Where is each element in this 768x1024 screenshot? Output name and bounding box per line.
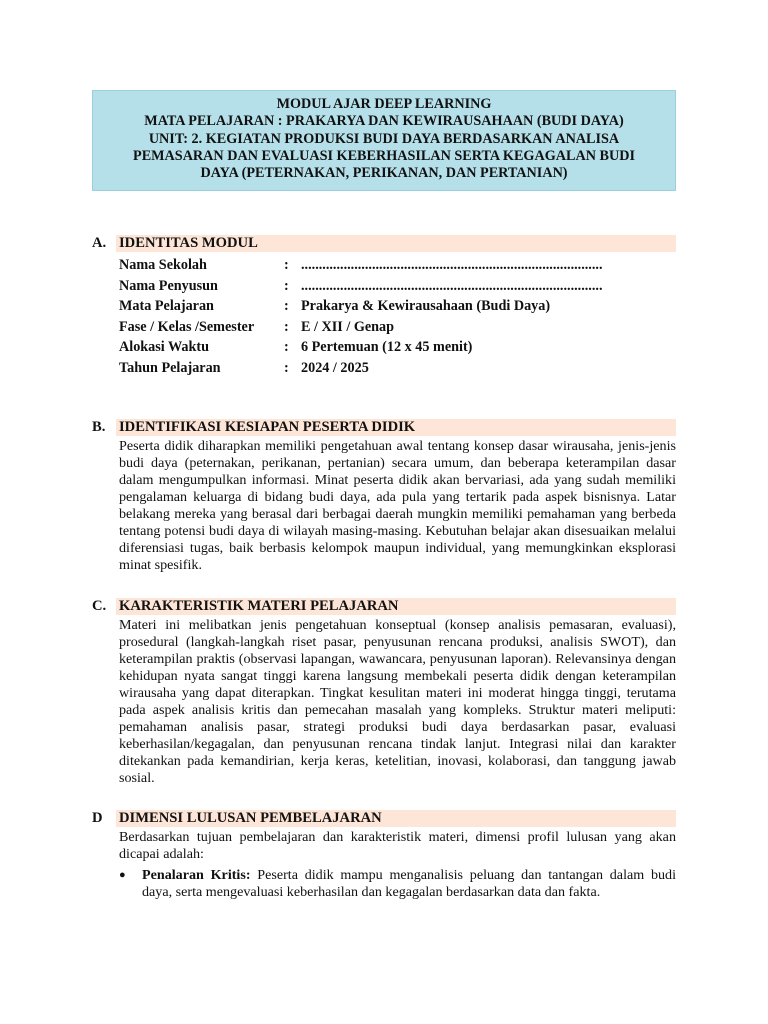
section-letter: B. [92,419,106,435]
title-line-5: DAYA (PETERNAKAN, PERIKANAN, DAN PERTANIAN) [200,165,568,182]
bullet-icon: ● [119,869,126,881]
section-title: KARAKTERISTIK MATERI PELAJARAN [119,598,399,614]
identity-colon: : [284,359,289,376]
identity-colon: : [284,257,289,273]
section-d-heading [92,810,676,827]
bullet-description: Peserta didik mampu menganalisis peluang dan tantangan dalam budi daya, serta mengevaluasi keberhasilan dan kegagalan berdasarkan data dan fakta. [142,867,676,900]
module-title-box [92,90,676,191]
identity-row [119,317,676,338]
readiness-paragraph: Peserta didik diharapkan memiliki pengetahuan awal tentang konsep dasar wirausaha, jenis-jenis budi daya (peternakan, perikanan, pertanian) secara umum, dan beberapa keterampilan dasar dalam mengumpulkan informasi. Minat peserta didik akan bervariasi, ada yang sudah memiliki pengalaman keluarga di bidang budi daya, ada pula yang tertarik pada aspek bisnisnya. Latar belakang mereka yang berasal dari berbagai daerah mungkin memiliki pemahaman yang berbeda tentang potensi budi daya di wilayah masing-masing. Kebutuhan belajar akan disesuaikan melalui diferensiasi tugas, baik berbasis kelompok maupun individual, yang memungkinkan eksplorasi minat spesifik. [119,438,676,573]
section-b-heading [92,419,676,436]
identity-table [119,255,676,379]
identity-label: Nama Sekolah [119,257,207,273]
identity-colon: : [284,277,289,294]
dimension-intro-paragraph: Berdasarkan tujuan pembelajaran dan karakteristik materi, dimensi profil lulusan yang akan dicapai adalah: [119,829,676,862]
title-line-4: PEMASARAN DAN EVALUASI KEBERHASILAN SERTA KEGAGALAN BUDI [133,147,635,164]
identity-row [119,255,676,276]
section-c-heading [92,598,676,615]
section-title: IDENTITAS MODUL [119,235,258,251]
title-line-2: MATA PELAJARAN : PRAKARYA DAN KEWIRAUSAHAAN (BUDI DAYA) [144,113,624,130]
section-letter: D [92,810,103,826]
identity-colon: : [284,339,289,356]
identity-value: 2024 / 2025 [301,359,369,376]
bullet-text [142,867,676,901]
identity-row [119,296,676,317]
identity-row [119,337,676,358]
identity-value: ..................................................................................... [301,277,603,294]
section-letter: A. [92,235,107,251]
identity-colon: : [284,298,289,315]
identity-value: E / XII / Genap [301,318,395,335]
title-line-1: MODUL AJAR DEEP LEARNING [276,96,492,112]
identity-label: Nama Penyusun [119,277,218,294]
title-line-3: UNIT: 2. KEGIATAN PRODUKSI BUDI DAYA BERDASARKAN ANALISA [148,130,620,147]
section-title: DIMENSI LULUSAN PEMBELAJARAN [119,810,382,826]
identity-row [119,358,676,379]
identity-value: Prakarya & Kewirausahaan (Budi Daya) [301,298,551,315]
bullet-term: Penalaran Kritis: [142,867,251,883]
identity-colon: : [284,318,289,335]
identity-label: Mata Pelajaran [119,298,214,315]
section-letter: C. [92,598,107,614]
identity-label: Alokasi Waktu [119,339,210,356]
section-a-heading [92,235,676,252]
identity-label: Tahun Pelajaran [119,359,221,376]
section-title: IDENTIFIKASI KESIAPAN PESERTA DIDIK [119,419,416,435]
identity-row [119,276,676,297]
identity-value: ..................................................................................... [301,257,603,273]
identity-value: 6 Pertemuan (12 x 45 menit) [301,339,473,356]
material-paragraph: Materi ini melibatkan jenis pengetahuan konseptual (konsep analisis pemasaran, evaluasi), prosedural (langkah-langkah riset pasar, penyusunan rencana produksi, analisis SWOT), dan keterampilan praktis (observasi lapangan, wawancara, penyusunan laporan). Relevansinya dengan kehidupan nyata sangat tinggi karena langsung membekali peserta didik dengan keterampilan wirausaha yang dapat diterapkan. Tingkat kesulitan materi ini moderat hingga tinggi, terutama pada aspek analisis kritis dan pemecahan masalah yang kompleks. Struktur materi meliputi: pemahaman analisis pasar, strategi produksi budi daya berdasarkan pasar, evaluasi keberhasilan/kegagalan, dan penyusunan rencana tindak lanjut. Integrasi nilai dan karakter ditekankan pada kemandirian, kerja keras, ketelitian, inovasi, kolaborasi, dan tanggung jawab sosial. [119,617,676,786]
identity-label: Fase / Kelas /Semester [119,318,255,335]
